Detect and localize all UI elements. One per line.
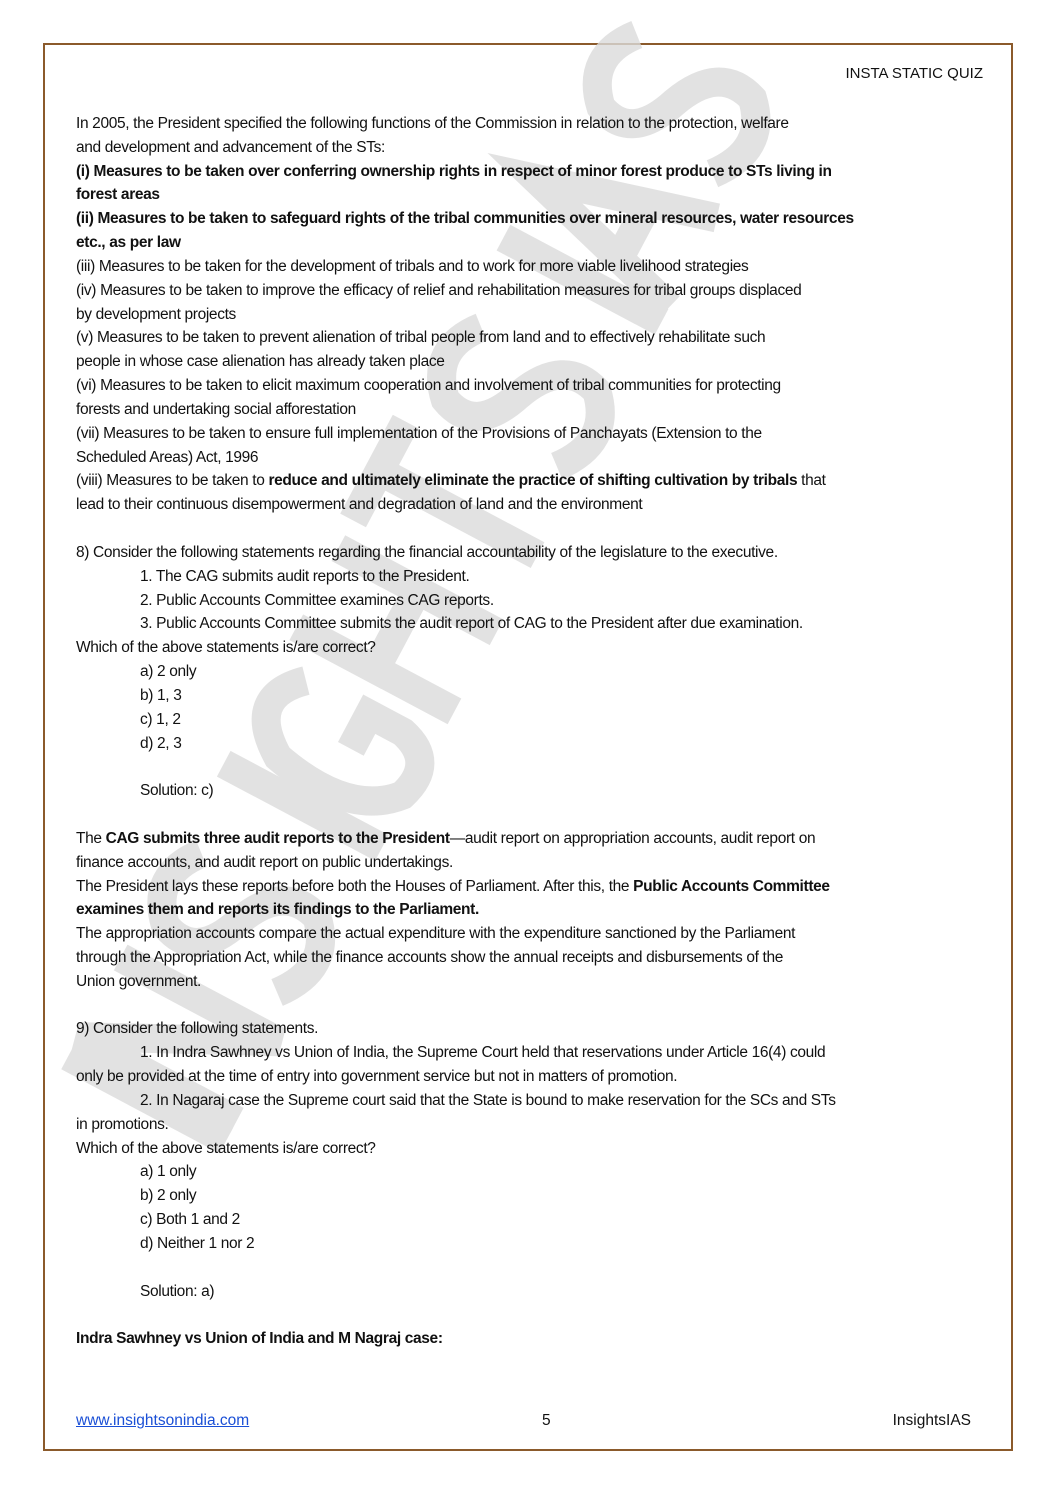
text-line	[76, 112, 986, 136]
text: (vii) Measures to be taken to ensure full implementation of the Provisions of Panchayats (Extension to the	[76, 424, 762, 442]
bold-text: reduce and ultimately eliminate the practice of shifting cultivation by tribals	[268, 472, 798, 490]
text-line	[76, 1232, 986, 1256]
text-line	[76, 589, 986, 613]
text: d) 2, 3	[140, 734, 182, 752]
text-line	[76, 875, 986, 899]
text-line	[76, 279, 986, 303]
text: in promotions.	[76, 1115, 169, 1133]
text: 8) Consider the following statements regarding the financial accountability of the legislature to the executive.	[76, 543, 778, 561]
text-line	[76, 612, 986, 636]
text: c) 1, 2	[140, 710, 181, 728]
text-line	[76, 493, 986, 517]
text-line	[76, 541, 986, 565]
bold-text: CAG submits three audit reports to the President	[105, 829, 450, 847]
text: 1. The CAG submits audit reports to the President.	[140, 567, 470, 585]
text-line	[76, 160, 986, 184]
text: —audit report on appropriation accounts, audit report on	[449, 829, 816, 847]
text-line	[76, 636, 986, 660]
blank-line	[76, 1303, 986, 1327]
text: lead to their continuous disempowerment and degradation of land and the environment	[76, 496, 643, 514]
text-line	[76, 1137, 986, 1161]
text: a) 2 only	[140, 663, 197, 681]
text: 9) Consider the following statements.	[76, 1020, 319, 1038]
header-title: INSTA STATIC QUIZ	[845, 65, 983, 82]
text: by development projects	[76, 305, 236, 323]
text: forests and undertaking social afforestation	[76, 400, 356, 418]
text-line	[76, 1208, 986, 1232]
bold-text: etc., as per law	[76, 234, 181, 252]
text: only be provided at the time of entry into government service but not in matters of promotion.	[76, 1068, 678, 1086]
text-line	[76, 183, 986, 207]
blank-line	[76, 755, 986, 779]
footer-website-link[interactable]: www.insightsonindia.com	[76, 1412, 250, 1429]
bold-text: (i) Measures to be taken over conferring ownership rights in respect of minor forest produce to STs living in	[76, 162, 832, 180]
text-line	[76, 303, 986, 327]
text-line	[76, 1160, 986, 1184]
text-line	[76, 207, 986, 231]
text-line	[76, 1089, 986, 1113]
text: The appropriation accounts compare the actual expenditure with the expenditure sanctioned by the Parliament	[76, 925, 796, 943]
text: a) 1 only	[140, 1163, 197, 1181]
text: (vi) Measures to be taken to elicit maximum cooperation and involvement of tribal communities for protecting	[76, 377, 781, 395]
text-line	[76, 1017, 986, 1041]
text: The	[76, 829, 106, 847]
footer-brand: InsightsIAS	[892, 1412, 971, 1429]
text-line	[76, 946, 986, 970]
bold-text: forest areas	[76, 186, 160, 204]
text: The President lays these reports before both the Houses of Parliament. After this, the	[76, 877, 634, 895]
text-line	[76, 231, 986, 255]
text: finance accounts, and audit report on public undertakings.	[76, 853, 453, 871]
bold-text: Public Accounts Committee	[633, 877, 830, 895]
text: b) 1, 3	[140, 686, 182, 704]
text-line	[76, 1041, 986, 1065]
text-line	[76, 684, 986, 708]
text: 2. In Nagaraj case the Supreme court said that the State is bound to make reservation for the SCs and STs	[140, 1091, 836, 1109]
text-line	[76, 779, 986, 803]
text-line	[76, 851, 986, 875]
text: Solution: c)	[140, 782, 214, 800]
text-line	[76, 469, 986, 493]
text: Solution: a)	[140, 1282, 215, 1300]
text: 1. In Indra Sawhney vs Union of India, the Supreme Court held that reservations under Article 16(4) could	[140, 1044, 826, 1062]
bold-text: Indra Sawhney vs Union of India and M Nagraj case:	[76, 1330, 443, 1348]
text-line	[76, 898, 986, 922]
document-body	[76, 112, 986, 1351]
text: 2. Public Accounts Committee examines CAG reports.	[140, 591, 494, 609]
text: (iv) Measures to be taken to improve the efficacy of relief and rehabilitation measures for tribal groups displaced	[76, 281, 802, 299]
text: In 2005, the President specified the following functions of the Commission in relation to the protection, welfare	[76, 115, 789, 132]
text: and development and advancement of the STs:	[76, 138, 385, 156]
text-line	[76, 446, 986, 470]
text-line	[76, 1280, 986, 1304]
text: that	[797, 472, 826, 490]
blank-line	[76, 994, 986, 1018]
text: b) 2 only	[140, 1187, 197, 1205]
blank-line	[76, 517, 986, 541]
bold-text: (ii) Measures to be taken to safeguard rights of the tribal communities over mineral resources, water resources	[76, 210, 854, 228]
page-number: 5	[542, 1412, 551, 1429]
text-line	[76, 708, 986, 732]
bold-text: examines them and reports its findings to the Parliament.	[76, 901, 479, 919]
text-line	[76, 255, 986, 279]
text: (v) Measures to be taken to prevent alienation of tribal people from land and to effectively rehabilitate such	[76, 329, 766, 347]
text-line	[76, 136, 986, 160]
text: through the Appropriation Act, while the finance accounts show the annual receipts and disbursements of the	[76, 948, 784, 966]
text: people in whose case alienation has already taken place	[76, 353, 445, 371]
blank-line	[76, 803, 986, 827]
text-line	[76, 970, 986, 994]
text: (iii) Measures to be taken for the development of tribals and to work for more viable livelihood strategies	[76, 257, 749, 275]
text-line	[76, 1184, 986, 1208]
text: 3. Public Accounts Committee submits the audit report of CAG to the President after due examination.	[140, 615, 803, 633]
text-line	[76, 350, 986, 374]
text-line	[76, 660, 986, 684]
text-line	[76, 398, 986, 422]
text-line	[76, 922, 986, 946]
text-line	[76, 565, 986, 589]
text: (viii) Measures to be taken to	[76, 472, 269, 490]
text-line	[76, 374, 986, 398]
text-line	[76, 1327, 986, 1351]
text-line	[76, 827, 986, 851]
blank-line	[76, 1256, 986, 1280]
text-line	[76, 326, 986, 350]
text: Which of the above statements is/are correct?	[76, 639, 376, 657]
text: c) Both 1 and 2	[140, 1211, 240, 1229]
text: Which of the above statements is/are correct?	[76, 1139, 376, 1157]
text-line	[76, 1113, 986, 1137]
text: d) Neither 1 nor 2	[140, 1234, 255, 1252]
text-line	[76, 1065, 986, 1089]
text: Scheduled Areas) Act, 1996	[76, 448, 259, 466]
text: Union government.	[76, 972, 202, 990]
text-line	[76, 422, 986, 446]
text-line	[76, 732, 986, 756]
